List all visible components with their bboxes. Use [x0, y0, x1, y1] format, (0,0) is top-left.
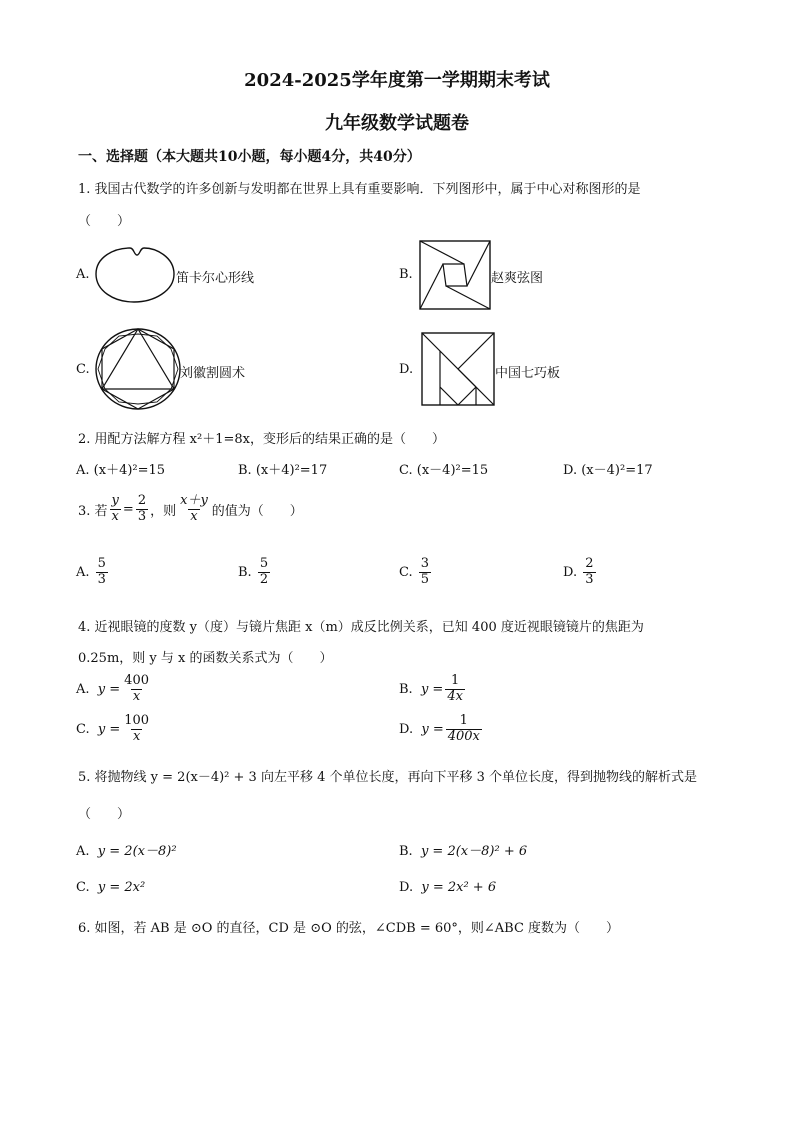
q5-option-c: [76, 880, 145, 895]
q1-stem: 1. 我国古代数学的许多创新与发明都在世界上具有重要影响．下列图形中，属于中心对称图形的是: [78, 182, 641, 197]
zhao-shuang-string-diagram-icon: [419, 240, 491, 310]
q3-option-a-den: 3: [97, 571, 106, 587]
q2-option-d-text: (x－4)²=17: [581, 463, 653, 478]
q3-stem: [78, 494, 303, 525]
q4-option-c-den: x: [133, 728, 141, 744]
q3-option-a-letter: A.: [76, 564, 90, 580]
q4-option-d-fraction: [446, 714, 482, 745]
q4-option-b-lhs: y =: [420, 681, 444, 697]
q4-option-d-den: 400x: [447, 728, 480, 744]
q3-option-b: [238, 557, 272, 588]
q2-option-c: [399, 459, 488, 478]
q4-option-b-num: 1: [450, 673, 460, 688]
q5-option-d: [399, 880, 496, 895]
q3-given-num: y: [111, 493, 119, 508]
q2-option-c-text: (x－4)²=15: [416, 463, 489, 478]
q4-option-a-den: x: [132, 688, 141, 704]
q4-option-c-fraction: [122, 714, 151, 745]
q2-option-b: [238, 459, 327, 478]
q3-given-den: x: [111, 508, 119, 524]
q2-stem: 2. 用配方法解方程 x²＋1=8x，变形后的结果正确的是（ ）: [78, 432, 445, 447]
q5-option-a-text: y = 2(x－8)²: [97, 844, 177, 859]
q4-option-a-num: 400: [124, 673, 149, 688]
q2-option-b-text: (x＋4)²=17: [255, 463, 328, 478]
q3-option-a-num: 5: [97, 556, 106, 571]
q3-option-c-den: 5: [420, 571, 430, 587]
q4-stem-line2: 0.25m，则 y 与 x 的函数关系式为（ ）: [78, 651, 333, 666]
q4-option-b: [399, 674, 467, 705]
q4-option-a: [76, 674, 153, 705]
q3-option-d-letter: D.: [563, 564, 578, 580]
q2-option-d: [563, 459, 653, 478]
q4-option-d: [399, 714, 484, 745]
q5-option-d-letter: D.: [399, 880, 414, 895]
q3-option-a-fraction: [96, 557, 108, 588]
q1-option-d-letter: D.: [399, 362, 414, 377]
q4-option-b-letter: B.: [399, 681, 413, 697]
q4-option-b-fraction: [445, 674, 465, 705]
q4-option-d-letter: D.: [399, 721, 414, 737]
q4-stem-line1: 4. 近视眼镜的度数 y（度）与镜片焦距 x（m）成反比例关系，已知 400 度近视眼镜镜片的焦距为: [78, 620, 644, 635]
q3-given-val-num: 2: [137, 493, 147, 508]
q3-option-c-fraction: [419, 557, 431, 588]
q6-stem: 6. 如图，若 AB 是 ⊙O 的直径，CD 是 ⊙O 的弦，∠CDB = 60°，则∠ABC 度数为（ ）: [78, 921, 620, 936]
section-heading: 一、选择题（本大题共10小题，每小题4分，共40分）: [78, 149, 421, 165]
q5-option-a-letter: A.: [76, 844, 90, 859]
q2-option-a: [76, 459, 165, 478]
liu-hui-circle-division-icon: [94, 327, 182, 411]
q5-option-b-letter: B.: [399, 844, 413, 859]
q1-option-a-letter: A.: [76, 267, 90, 282]
q5-stem-line1: 5. 将抛物线 y = 2(x－4)² + 3 向左平移 4 个单位长度，再向下平移 3 个单位长度，得到抛物线的解析式是: [78, 770, 698, 785]
q5-answer-paren: （ ）: [78, 807, 131, 822]
q4-option-c-num: 100: [124, 713, 150, 728]
q4-option-b-den: 4x: [447, 688, 463, 704]
q3-option-b-letter: B.: [238, 564, 252, 580]
q3-prefix: 3. 若: [78, 503, 108, 519]
q3-suffix: 的值为（ ）: [211, 503, 303, 519]
q3-given-value: [136, 494, 148, 525]
q2-option-b-letter: B.: [238, 463, 252, 478]
q3-expr-fraction: [178, 494, 210, 525]
q5-option-b-text: y = 2(x－8)² + 6: [420, 844, 528, 859]
q4-option-c-lhs: y =: [97, 721, 121, 737]
q4-option-d-lhs: y =: [421, 721, 444, 737]
exam-title: 2024-2025学年度第一学期期末考试: [244, 70, 550, 91]
q2-option-a-letter: A.: [76, 463, 90, 478]
q3-option-c-num: 3: [420, 556, 430, 571]
q3-expr-num: x＋y: [180, 493, 208, 508]
q3-option-c-letter: C.: [399, 564, 413, 580]
q3-option-b-fraction: [258, 557, 270, 588]
q3-eq: =: [122, 501, 134, 517]
q4-option-c: [76, 714, 153, 745]
q3-option-d-fraction: [583, 557, 595, 588]
q3-option-d-num: 2: [585, 556, 594, 571]
cardioid-icon: [94, 243, 180, 305]
q5-option-c-text: y = 2x²: [97, 880, 146, 895]
q3-option-c: [399, 557, 433, 588]
q1-answer-paren: （ ）: [78, 214, 131, 229]
q5-option-a: [76, 840, 177, 859]
q1-option-b-letter: B.: [399, 267, 413, 282]
tangram-icon: [421, 332, 495, 406]
q5-option-d-text: y = 2x² + 6: [421, 880, 497, 895]
q1-option-c-letter: C.: [76, 362, 90, 377]
q3-expr-den: x: [190, 508, 198, 524]
q4-option-d-num: 1: [459, 713, 468, 728]
q4-option-a-letter: A.: [76, 681, 90, 697]
q2-option-d-letter: D.: [563, 463, 578, 478]
q3-option-d: [563, 557, 598, 588]
q4-option-a-lhs: y =: [97, 681, 121, 697]
q1-option-a-caption: 笛卡尔心形线: [176, 271, 255, 286]
exam-subtitle: 九年级数学试题卷: [325, 113, 469, 134]
q2-option-a-text: (x＋4)²=15: [93, 463, 166, 478]
q4-option-c-letter: C.: [76, 721, 90, 737]
q3-mid: ，则: [150, 503, 177, 519]
q4-option-a-fraction: [122, 674, 151, 705]
q5-option-c-letter: C.: [76, 880, 90, 895]
q3-option-b-den: 2: [259, 571, 269, 587]
q1-option-b-caption: 赵爽弦图: [491, 271, 544, 286]
q3-given-val-den: 3: [137, 508, 147, 524]
q2-option-c-letter: C.: [399, 463, 413, 478]
q3-option-d-den: 3: [585, 571, 594, 587]
q3-given-fraction: [110, 494, 121, 525]
q1-option-d-caption: 中国七巧板: [495, 366, 561, 381]
q1-option-c-caption: 刘徽割圆术: [180, 366, 246, 381]
q5-option-b: [399, 840, 527, 859]
q3-option-a: [76, 557, 110, 588]
q3-option-b-num: 5: [259, 556, 269, 571]
